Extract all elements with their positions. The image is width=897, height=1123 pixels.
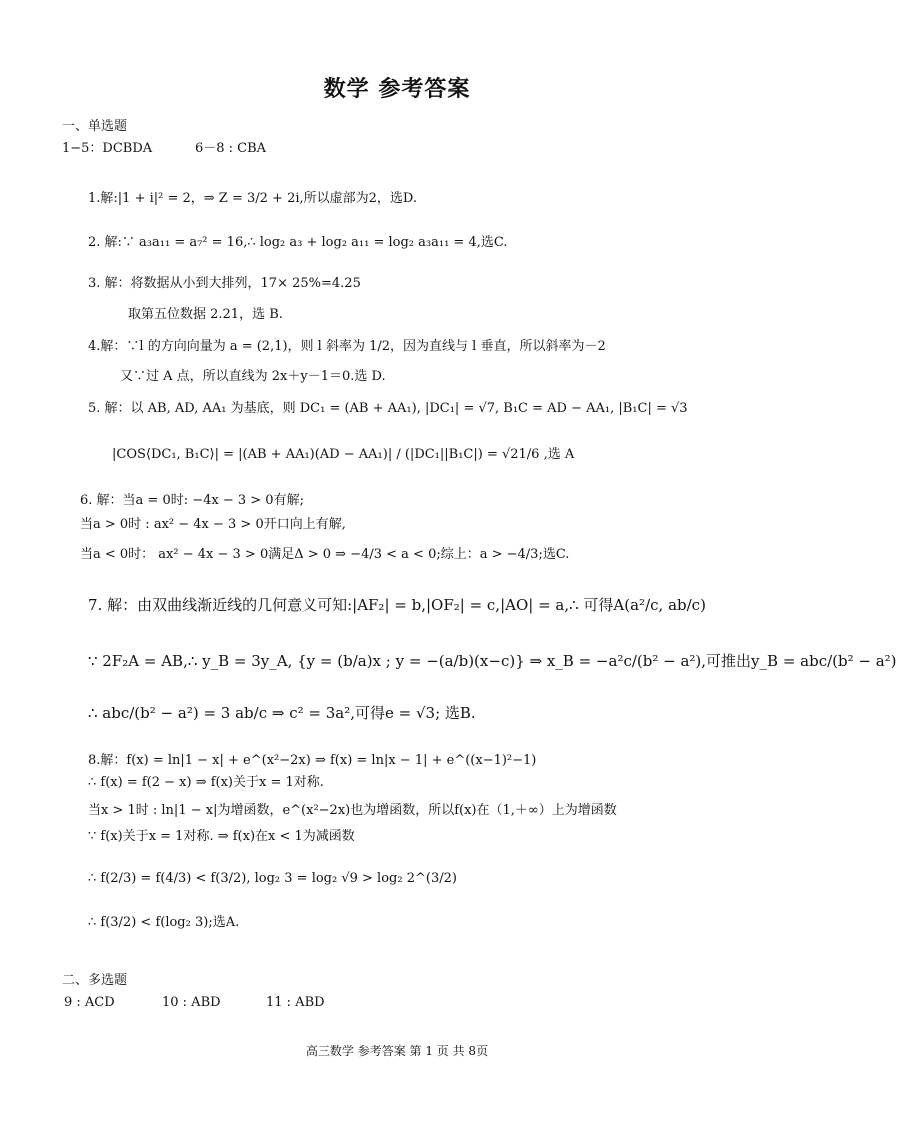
solution-6-line2: 当a > 0时 : ax² − 4x − 3 > 0开口向上有解, [80, 517, 346, 532]
solution-8-line1: 8.解：f(x) = ln|1 − x| + e^(x²−2x) ⇒ f(x) = ln|x − 1| + e^((x−1)²−1) [88, 753, 537, 768]
solution-8-line5: ∴ f(2/3) = f(4/3) < f(3/2), log₂ 3 = log₂ √9 > log₂ 2^(3/2) [88, 871, 457, 886]
multi-answer-9: 9 : ACD [64, 995, 115, 1010]
solution-3-line2: 取第五位数据 2.21，选 B. [128, 307, 283, 322]
solution-5-line1: 5. 解：以 AB, AD, AA₁ 为基底，则 DC₁ = (AB + AA₁), |DC₁| = √7, B₁C = AD − AA₁, |B₁C| = √3 [88, 401, 688, 416]
single-answers-1-5: 1−5：DCBDA [62, 141, 153, 156]
page-title: 数学 参考答案 [323, 77, 471, 102]
solution-4-line2: 又∵过 A 点，所以直线为 2x＋y－1＝0.选 D. [120, 369, 386, 384]
single-choice-header: 一、单选题 [62, 119, 128, 134]
solution-4-line1: 4.解：∵l 的方向向量为 a = (2,1)，则 l 斜率为 1/2，因为直线与 l 垂直，所以斜率为－2 [88, 339, 606, 354]
solution-1: 1.解:|1 + i|² = 2，⇒ Z = 3/2 + 2i,所以虚部为2，选D. [88, 191, 417, 206]
multi-answer-10: 10 : ABD [162, 995, 221, 1010]
solution-8-line2: ∴ f(x) = f(2 − x) ⇒ f(x)关于x = 1对称. [88, 775, 324, 790]
solution-5-line2: |COS⟨DC₁, B₁C⟩| = |(AB + AA₁)(AD − AA₁)| / (|DC₁||B₁C|) = √21/6 ,选 A [112, 447, 575, 462]
multi-choice-header: 二、多选题 [62, 973, 128, 988]
solution-8-line3: 当x > 1时 : ln|1 − x|为增函数，e^(x²−2x)也为增函数，所以f(x)在（1,＋∞）上为增函数 [88, 803, 617, 818]
solution-8-line6: ∴ f(3/2) < f(log₂ 3);选A. [88, 915, 240, 930]
multi-answer-11: 11 : ABD [266, 995, 325, 1010]
solution-6-line3: 当a < 0时： ax² − 4x − 3 > 0满足Δ > 0 ⇒ −4/3 < a < 0;综上：a > −4/3;选C. [80, 547, 570, 562]
solution-7-line3: ∴ abc/(b² − a²) = 3 ab/c ⇒ c² = 3a²,可得e = √3; 选B. [88, 704, 476, 722]
solution-2: 2. 解:∵ a₃a₁₁ = a₇² = 16,∴ log₂ a₃ + log₂ a₁₁ = log₂ a₃a₁₁ = 4,选C. [88, 235, 508, 250]
page-footer: 高三数学 参考答案 第 1 页 共 8页 [305, 1044, 489, 1058]
solution-7-line1: 7. 解：由双曲线渐近线的几何意义可知:|AF₂| = b,|OF₂| = c,|AO| = a,∴ 可得A(a²/c, ab/c) [88, 596, 706, 614]
solution-8-line4: ∵ f(x)关于x = 1对称. ⇒ f(x)在x < 1为减函数 [88, 829, 355, 844]
solution-7-line2: ∵ 2F₂A = AB,∴ y_B = 3y_A, {y = (b/a)x ; y = −(a/b)(x−c)} ⇒ x_B = −a²c/(b² − a²),可推出y_B = abc/(b² − a²) [88, 652, 897, 670]
solution-3-line1: 3. 解：将数据从小到大排列，17× 25%=4.25 [88, 276, 361, 291]
solution-6-line1: 6. 解：当a = 0时: −4x − 3 > 0有解; [80, 493, 304, 508]
single-answers-6-8: 6－8 : CBA [195, 141, 267, 156]
